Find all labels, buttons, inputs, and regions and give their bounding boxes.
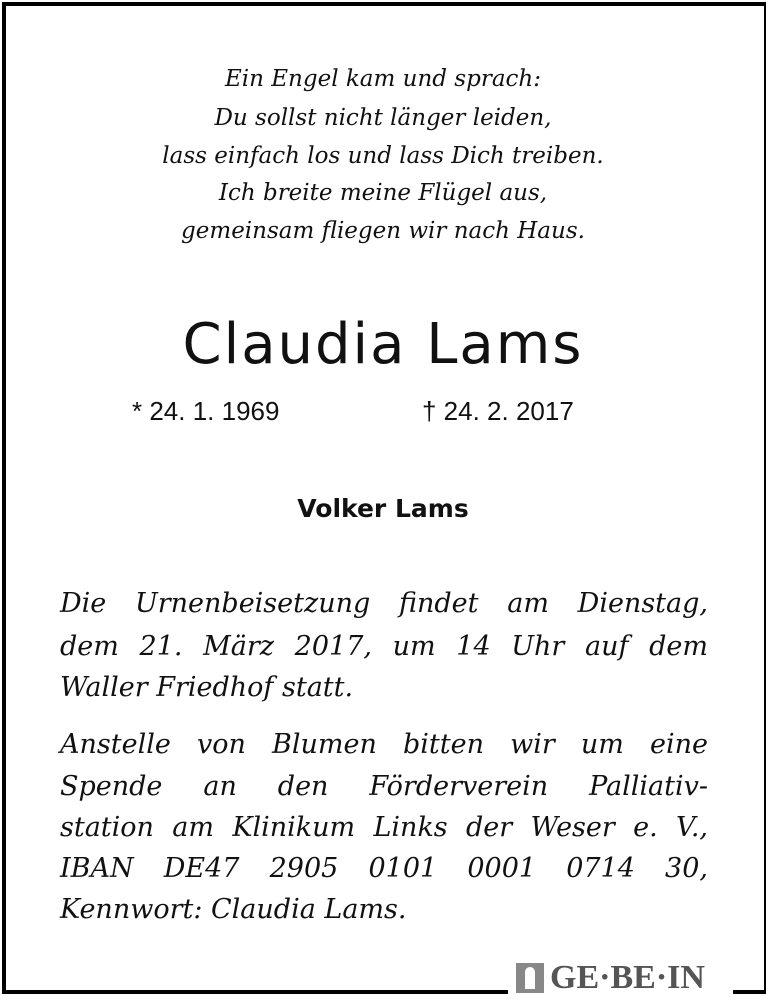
poem-line: Ich breite meine Flügel aus, (218, 180, 548, 206)
deceased-name: Claudia Lams (182, 312, 584, 377)
birth-date: * 24. 1. 1969 (132, 396, 280, 426)
logo-mark-icon (516, 963, 544, 993)
donation-line: Kennwort: Claudia Lams. (60, 894, 407, 925)
donation-line: Spende an den Förderverein Palliativ- (60, 771, 708, 802)
border-bottom (733, 990, 764, 994)
logo-text: GE·BE·IN (550, 959, 705, 996)
burial-line: dem 21. März 2017, um 14 Uhr auf dem (60, 631, 708, 662)
donation-line: Anstelle von Blumen bitten wir um eine (60, 729, 708, 760)
poem-line: gemeinsam fliegen wir nach Haus. (181, 218, 585, 244)
poem-line: lass einfach los und lass Dich treiben. (162, 143, 604, 169)
gebein-logo (512, 958, 709, 998)
donation-line: IBAN DE47 2905 0101 0001 0714 30, (60, 853, 708, 884)
poem-line: Du sollst nicht länger leiden, (214, 105, 552, 131)
poem-line: Ein Engel kam und sprach: (225, 66, 541, 92)
donation-line: station am Klinikum Links der Weser e. V., (60, 812, 708, 843)
burial-line: Die Urnenbeisetzung findet am Dienstag, (60, 588, 708, 619)
death-date: † 24. 2. 2017 (422, 396, 574, 426)
border-bottom (2, 990, 508, 994)
mourner-name: Volker Lams (297, 494, 469, 523)
burial-line: Waller Friedhof statt. (60, 672, 354, 703)
